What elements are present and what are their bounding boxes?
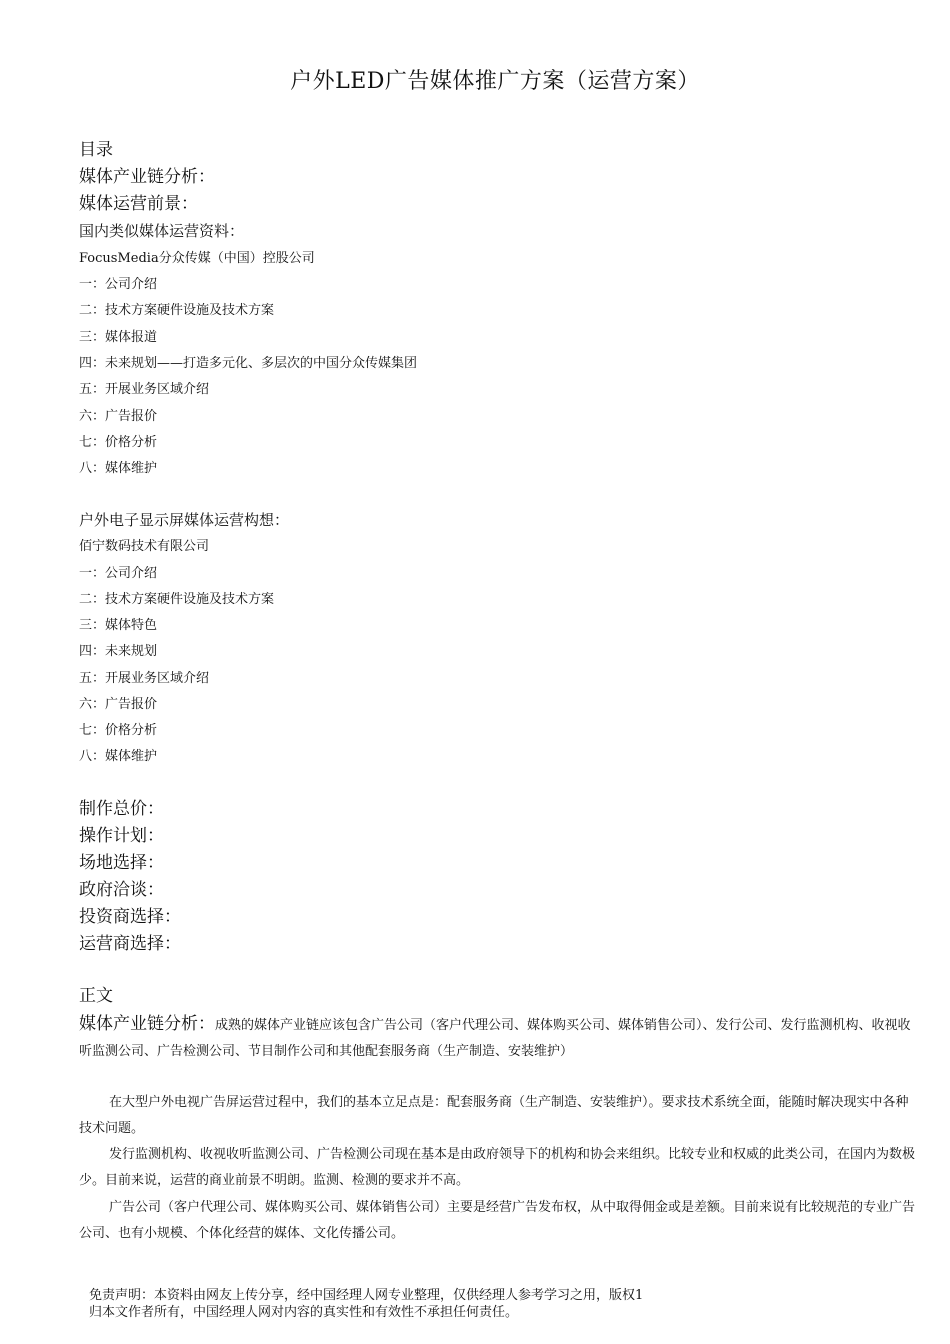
toc-item: 五：开展业务区域介绍	[79, 382, 210, 397]
page-number: 1	[635, 1288, 644, 1303]
toc-item: 八：媒体维护	[79, 461, 158, 476]
toc-item: 六：广告报价	[79, 409, 158, 424]
toc-heading: 目录	[79, 140, 113, 160]
toc-item: 四：未来规划——打造多元化、多层次的中国分众传媒集团	[79, 356, 418, 371]
toc-plan-item: 场地选择：	[79, 853, 164, 873]
toc-item: 一：公司介绍	[79, 277, 158, 292]
toc-plan-item: 运营商选择：	[79, 934, 181, 954]
toc-item: 五：开展业务区域介绍	[79, 671, 210, 686]
toc-plan-item: 操作计划：	[79, 826, 164, 846]
toc-item: 六：广告报价	[79, 697, 158, 712]
body-heading: 正文	[79, 986, 113, 1006]
toc-plan-item: 投资商选择：	[79, 907, 181, 927]
toc-company-focusmedia: FocusMedia分众传媒（中国）控股公司	[79, 251, 315, 266]
toc-section-industry-chain: 媒体产业链分析：	[79, 167, 215, 187]
industry-chain-text: 成熟的媒体产业链应该包含广告公司（客户代理公司、媒体购买公司、媒体销售公司）、发行公司、发行监测机构、收视收听监测公司、广告检测公司、节目制作公司和其他配套服务商（生产制造、安装维护）	[79, 1018, 911, 1059]
toc-item: 一：公司介绍	[79, 566, 158, 581]
disclaimer-line-1: 免责声明：本资料由网友上传分享，经中国经理人网专业整理，仅供经理人参考学习之用，版权	[89, 1288, 636, 1303]
toc-plan-item: 制作总价：	[79, 799, 164, 819]
toc-plan-item: 政府洽谈：	[79, 880, 164, 900]
toc-section-led-concept: 户外电子显示屏媒体运营构想：	[79, 511, 290, 529]
toc-item: 七：价格分析	[79, 723, 158, 738]
industry-chain-label: 媒体产业链分析：	[79, 1014, 215, 1034]
body-paragraph: 发行监测机构、收视收听监测公司、广告检测公司现在基本是由政府领导下的机构和协会来组织。比较专业和权威的此类公司，在国内为数极少。目前来说，运营的商业前景不明朗。监测、检测的要求并不高。	[79, 1147, 916, 1188]
body-paragraph: 广告公司（客户代理公司、媒体购买公司、媒体销售公司）主要是经营广告发布权，从中取得佣金或是差额。目前来说有比较规范的专业广告公司、也有小规模、个体化经营的媒体、文化传播公司。	[79, 1200, 916, 1241]
toc-section-prospects: 媒体运营前景：	[79, 194, 198, 214]
disclaimer	[89, 1287, 643, 1321]
toc-item: 三：媒体特色	[79, 618, 158, 633]
toc-item: 四：未来规划	[79, 644, 158, 659]
toc-item: 二：技术方案硬件设施及技术方案	[79, 592, 275, 607]
industry-chain-paragraph	[79, 1011, 921, 1065]
toc-item: 七：价格分析	[79, 435, 158, 450]
document-title: 户外LED广告媒体推广方案（运营方案）	[290, 69, 700, 94]
toc-company-baining: 佰宁数码技术有限公司	[79, 539, 210, 554]
disclaimer-line-2: 归本文作者所有，中国经理人网对内容的真实性和有效性不承担任何责任。	[89, 1305, 519, 1320]
toc-item: 八：媒体维护	[79, 749, 158, 764]
toc-section-domestic: 国内类似媒体运营资料：	[79, 222, 245, 240]
toc-item: 三：媒体报道	[79, 330, 158, 345]
toc-item: 二：技术方案硬件设施及技术方案	[79, 303, 275, 318]
body-paragraph: 在大型户外电视广告屏运营过程中，我们的基本立足点是：配套服务商（生产制造、安装维护）。要求技术系统全面，能随时解决现实中各种技术问题。	[79, 1095, 909, 1136]
